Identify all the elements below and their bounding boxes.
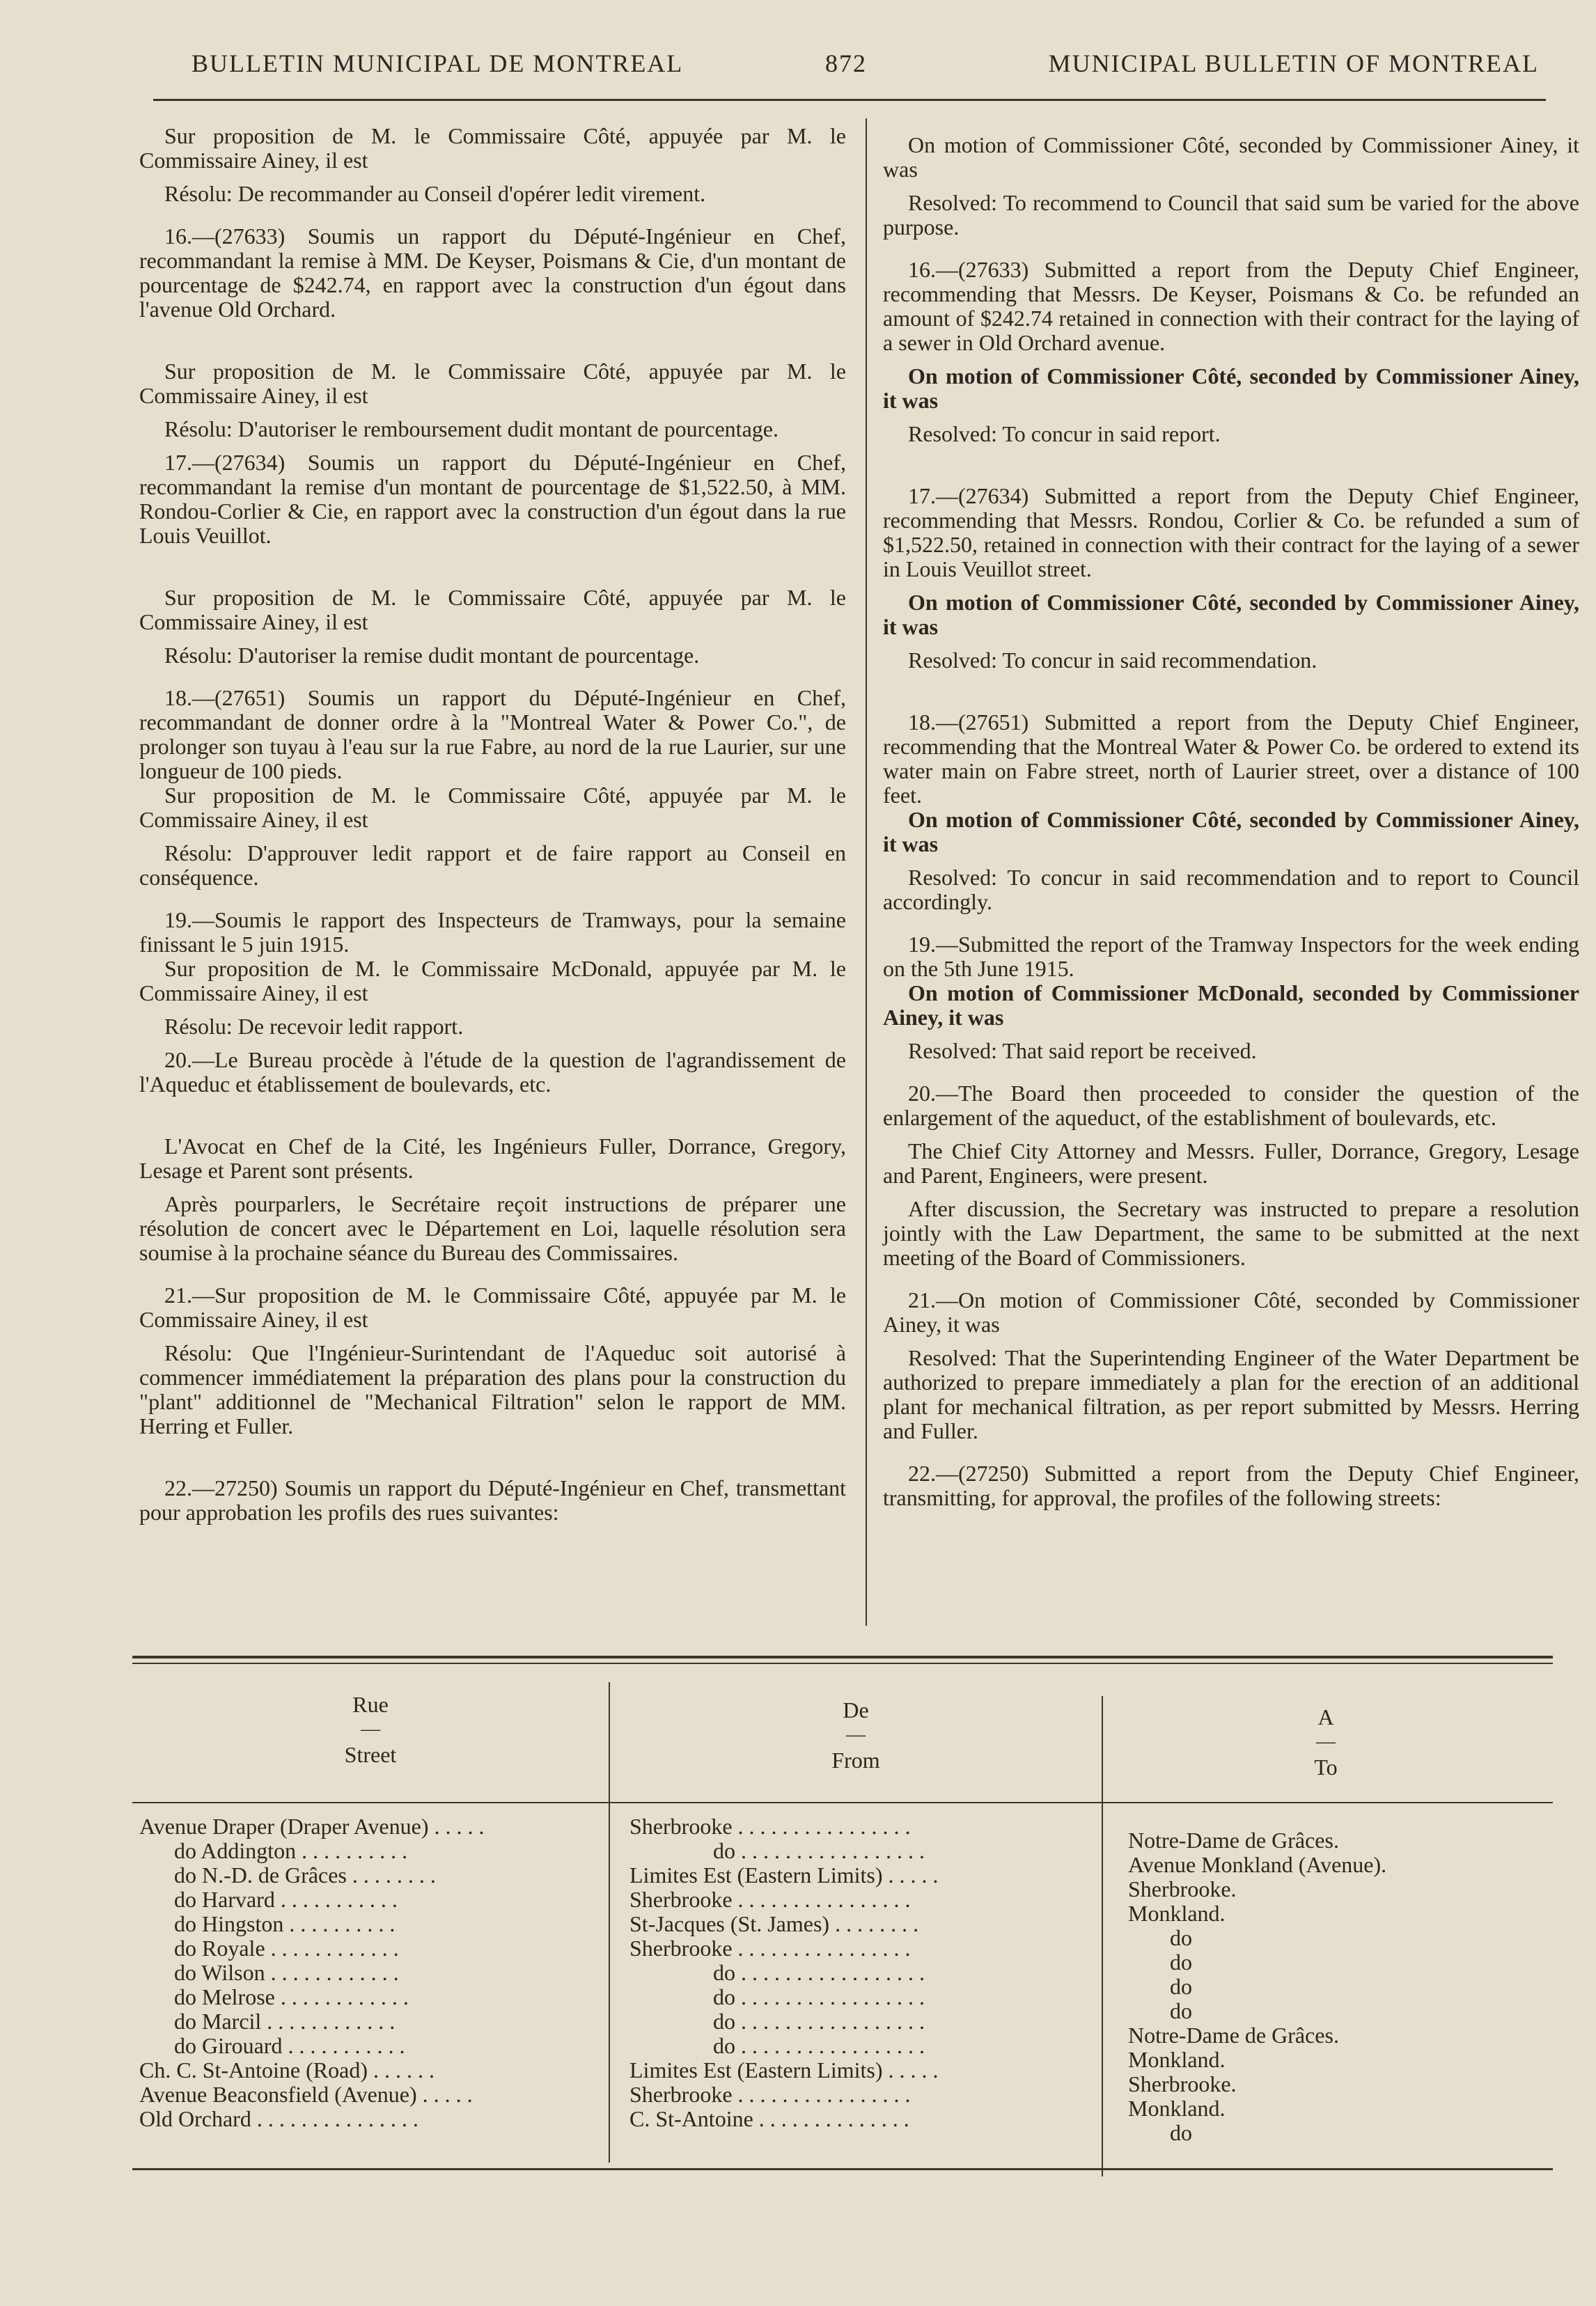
header-from-label: From <box>831 1748 880 1773</box>
header-rule <box>153 99 1546 101</box>
street-column <box>139 1814 599 2131</box>
header-dash: — <box>1316 1731 1336 1752</box>
table-cell-from: do . . . . . . . . . . . . . . . . . <box>713 1985 925 2009</box>
fr-attendance: L'Avocat en Chef de la Cité, les Ingénieurs Fuller, Dorrance, Gregory, Lesage et Parent sont présents. <box>139 1134 846 1183</box>
en-resolution: Resolved: To concur in said report. <box>908 421 1221 446</box>
table-cell-to: Monkland. <box>1128 2048 1226 2072</box>
table-cell-street: do Marcil . . . . . . . . . . . . <box>174 2009 396 2034</box>
fr-item-21: 21.—Sur proposition de M. le Commissaire Côté, appuyée par M. le Commissaire Ainey, il est <box>139 1283 846 1332</box>
from-column <box>629 1814 1089 2131</box>
fr-resolution: Résolu: D'autoriser le remboursement dudit montant de pourcentage. <box>164 416 779 441</box>
fr-item-17: 17.—(27634) Soumis un rapport du Député-Ingénieur en Chef, recommandant la remise d'un montant de pourcentage de $1,522.50, à MM. Rondou-Corlier & Cie, en rapport avec la construction d'un égout dans la rue Louis Veuillot. <box>139 450 846 548</box>
header-right-title: MUNICIPAL BULLETIN OF MONTREAL <box>1048 49 1539 77</box>
table-cell-from: Sherbrooke . . . . . . . . . . . . . . . . <box>629 1888 911 1912</box>
table-cell-street: Ch. C. St-Antoine (Road) . . . . . . <box>139 2058 435 2083</box>
table-cell-street: do Hingston . . . . . . . . . . <box>174 1912 396 1936</box>
table-divider-2 <box>1102 1696 1103 2176</box>
table-cell-from: Sherbrooke . . . . . . . . . . . . . . . . <box>629 2083 911 2107</box>
fr-item-19: 19.—Soumis le rapport des Inspecteurs de Tramways, pour la semaine finissant le 5 juin 1915. <box>139 907 846 957</box>
column-divider <box>866 118 867 1626</box>
table-cell-from: Limites Est (Eastern Limits) . . . . . <box>629 1863 939 1888</box>
table-cell-street: do Wilson . . . . . . . . . . . . <box>174 1961 399 1985</box>
header-de-label: De <box>843 1697 869 1723</box>
fr-discussion: Après pourparlers, le Secrétaire reçoit instructions de préparer une résolution de concert avec le Département en Loi, laquelle résolution sera soumise à la prochaine séance du Bureau des Commissaires. <box>139 1191 846 1265</box>
table-cell-from: do . . . . . . . . . . . . . . . . . <box>713 2034 925 2058</box>
table-cell-street: do Royale . . . . . . . . . . . . <box>174 1936 399 1961</box>
table-cell-to: do <box>1170 2121 1192 2145</box>
french-column <box>139 124 846 1525</box>
header-street <box>132 1692 609 1767</box>
table-cell-to: do <box>1170 1999 1192 2023</box>
table-bottom-rule <box>132 2168 1553 2170</box>
table-cell-from: C. St-Antoine . . . . . . . . . . . . . . <box>629 2107 909 2131</box>
en-item-20: 20.—The Board then proceeded to consider the question of the enlargement of the aqueduct, of the establishment of boulevards, etc. <box>883 1081 1579 1130</box>
header-a-label: A <box>1317 1704 1334 1730</box>
fr-item-20: 20.—Le Bureau procède à l'étude de la question de l'agrandissement de l'Aqueduc et établissement de boulevards, etc. <box>139 1047 846 1097</box>
header-from <box>610 1697 1102 1773</box>
fr-item-22: 22.—27250) Soumis un rapport du Député-Ingénieur en Chef, transmettant pour approbation les profils des rues suivantes: <box>139 1475 846 1525</box>
fr-item-16: 16.—(27633) Soumis un rapport du Député-Ingénieur en Chef, recommandant la remise à MM. De Keyser, Poismans & Cie, d'un montant de pourcentage de $242.74, en rapport avec la construction d'un égout dans l'avenue Old Orchard. <box>139 223 846 322</box>
fr-item-18: 18.—(27651) Soumis un rapport du Député-Ingénieur en Chef, recommandant de donner ordre à la "Montreal Water & Power Co.", de prolonger son tuyau à l'eau sur la rue Fabre, au nord de la rue Laurier, sur une longueur de 100 pieds. <box>139 685 846 783</box>
table-top-rule <box>132 1656 1553 1658</box>
table-cell-to: Notre-Dame de Grâces. <box>1128 1828 1339 1853</box>
english-column <box>883 124 1579 1510</box>
table-cell-from: Sherbrooke . . . . . . . . . . . . . . . . <box>629 1936 911 1961</box>
table-cell-from: do . . . . . . . . . . . . . . . . . <box>713 2009 925 2034</box>
en-item-21: 21.—On motion of Commissioner Côté, seconded by Commissioner Ainey, it was <box>883 1287 1579 1337</box>
table-cell-from: St-Jacques (St. James) . . . . . . . . <box>629 1912 919 1936</box>
fr-resolution: Résolu: D'approuver ledit rapport et de faire rapport au Conseil en conséquence. <box>139 840 846 890</box>
table-cell-from: Sherbrooke . . . . . . . . . . . . . . . . <box>629 1814 911 1839</box>
table-cell-to: Avenue Monkland (Avenue). <box>1128 1853 1387 1877</box>
en-item-17: 17.—(27634) Submitted a report from the Deputy Chief Engineer, recommending that Messrs. Rondou, Corlier & Co. be refunded a sum of $1,522.50, retained in connection with their contract for the laying of a sewer in Louis Veuillot street. <box>883 483 1579 581</box>
fr-motion: Sur proposition de M. le Commissaire Côté, appuyée par M. le Commissaire Ainey, il est <box>139 359 846 408</box>
fr-resolution: Résolu: De recevoir ledit rapport. <box>164 1014 464 1039</box>
table-cell-street: Old Orchard . . . . . . . . . . . . . . . <box>139 2107 418 2131</box>
table-cell-to: Monkland. <box>1128 1901 1226 1926</box>
header-dash: — <box>361 1718 380 1740</box>
en-item-16: 16.—(27633) Submitted a report from the Deputy Chief Engineer, recommending that Messrs. De Keyser, Poismans & Co. be refunded an amount of $242.74 retained in connection with their contract for the laying of a sewer in Old Orchard avenue. <box>883 257 1579 355</box>
table-cell-from: do . . . . . . . . . . . . . . . . . <box>713 1961 925 1985</box>
fr-motion: Sur proposition de M. le Commissaire McDonald, appuyée par M. le Commissaire Ainey, il est <box>139 956 846 1005</box>
en-motion: On motion of Commissioner Côté, seconded by Commissioner Ainey, it was <box>883 132 1579 182</box>
en-motion: On motion of Commissioner Côté, seconded by Commissioner Ainey, it was <box>883 590 1579 639</box>
to-column <box>1128 1828 1546 2145</box>
table-cell-street: do Addington . . . . . . . . . . <box>174 1839 408 1863</box>
table-top-rule-thin <box>132 1663 1553 1664</box>
fr-motion: Sur proposition de M. le Commissaire Côté, appuyée par M. le Commissaire Ainey, il est <box>139 585 846 634</box>
en-resolution: Resolved: That said report be received. <box>908 1038 1257 1063</box>
table-cell-to: Notre-Dame de Grâces. <box>1128 2023 1339 2048</box>
table-cell-street: do Harvard . . . . . . . . . . . <box>174 1888 398 1912</box>
table-cell-to: do <box>1170 1950 1192 1975</box>
en-resolution: Resolved: To concur in said recommendation and to report to Council accordingly. <box>883 865 1579 914</box>
table-cell-street: do Melrose . . . . . . . . . . . . <box>174 1985 409 2009</box>
en-item-18: 18.—(27651) Submitted a report from the Deputy Chief Engineer, recommending that the Montreal Water & Power Co. be ordered to extend its water main on Fabre street, north of Laurier street, over a distance of 100 feet. <box>883 709 1579 808</box>
en-item-22: 22.—(27250) Submitted a report from the Deputy Chief Engineer, transmitting, for approval, the profiles of the following streets: <box>883 1461 1579 1510</box>
table-cell-street: Avenue Draper (Draper Avenue) . . . . . <box>139 1814 485 1839</box>
table-cell-to: Sherbrooke. <box>1128 1877 1237 1901</box>
fr-resolution: Résolu: Que l'Ingénieur-Surintendant de l'Aqueduc soit autorisé à commencer immédiatement la préparation des plans pour la construction du "plant" additionnel de "Mechanical Filtration" selon le rapport de MM. Herring et Fuller. <box>139 1340 846 1438</box>
table-header-rule <box>132 1802 1553 1803</box>
table-cell-to: do <box>1170 1926 1192 1950</box>
en-item-19: 19.—Submitted the report of the Tramway Inspectors for the week ending on the 5th June 1915. <box>883 932 1579 981</box>
table-cell-street: Avenue Beaconsfield (Avenue) . . . . . <box>139 2083 473 2107</box>
table-cell-from: Limites Est (Eastern Limits) . . . . . <box>629 2058 939 2083</box>
en-discussion: After discussion, the Secretary was instructed to prepare a resolution jointly with the Law Department, the same to be submitted at the next meeting of the Board of Commissioners. <box>883 1196 1579 1270</box>
table-cell-street: do Girouard . . . . . . . . . . . <box>174 2034 405 2058</box>
en-resolution: Resolved: To recommend to Council that said sum be varied for the above purpose. <box>883 190 1579 240</box>
fr-motion: Sur proposition de M. le Commissaire Côté, appuyée par M. le Commissaire Ainey, il est <box>139 123 846 173</box>
table-divider-1 <box>609 1682 610 2163</box>
en-motion: On motion of Commissioner McDonald, seconded by Commissioner Ainey, it was <box>883 980 1579 1030</box>
en-resolution: Resolved: That the Superintending Engineer of the Water Department be authorized to prepare immediately a plan for the erection of an additional plant for mechanical filtration, as per report submitted by Messrs. Herring and Fuller. <box>883 1345 1579 1443</box>
header-street-label: Street <box>344 1742 397 1767</box>
header-rue-label: Rue <box>352 1692 389 1717</box>
fr-resolution: Résolu: D'autoriser la remise dudit montant de pourcentage. <box>164 643 700 668</box>
table-cell-to: Monkland. <box>1128 2096 1226 2121</box>
fr-motion: Sur proposition de M. le Commissaire Côté, appuyée par M. le Commissaire Ainey, il est <box>139 783 846 832</box>
en-motion: On motion of Commissioner Côté, seconded by Commissioner Ainey, it was <box>883 807 1579 856</box>
header-dash: — <box>846 1724 866 1746</box>
page-number: 872 <box>825 49 867 77</box>
table-cell-to: do <box>1170 1975 1192 1999</box>
en-resolution: Resolved: To concur in said recommendation. <box>908 648 1317 673</box>
en-motion: On motion of Commissioner Côté, seconded by Commissioner Ainey, it was <box>883 363 1579 413</box>
table-cell-from: do . . . . . . . . . . . . . . . . . <box>713 1839 925 1863</box>
en-attendance: The Chief City Attorney and Messrs. Fuller, Dorrance, Gregory, Lesage and Parent, Engineers, were present. <box>883 1138 1579 1188</box>
page-header <box>153 42 1539 84</box>
header-left-title: BULLETIN MUNICIPAL DE MONTREAL <box>191 49 684 77</box>
header-to-label: To <box>1314 1755 1338 1780</box>
table-cell-to: Sherbrooke. <box>1128 2072 1237 2096</box>
fr-resolution: Résolu: De recommander au Conseil d'opérer ledit virement. <box>164 181 706 206</box>
header-to <box>1103 1704 1549 1780</box>
table-cell-street: do N.-D. de Grâces . . . . . . . . <box>174 1863 436 1888</box>
